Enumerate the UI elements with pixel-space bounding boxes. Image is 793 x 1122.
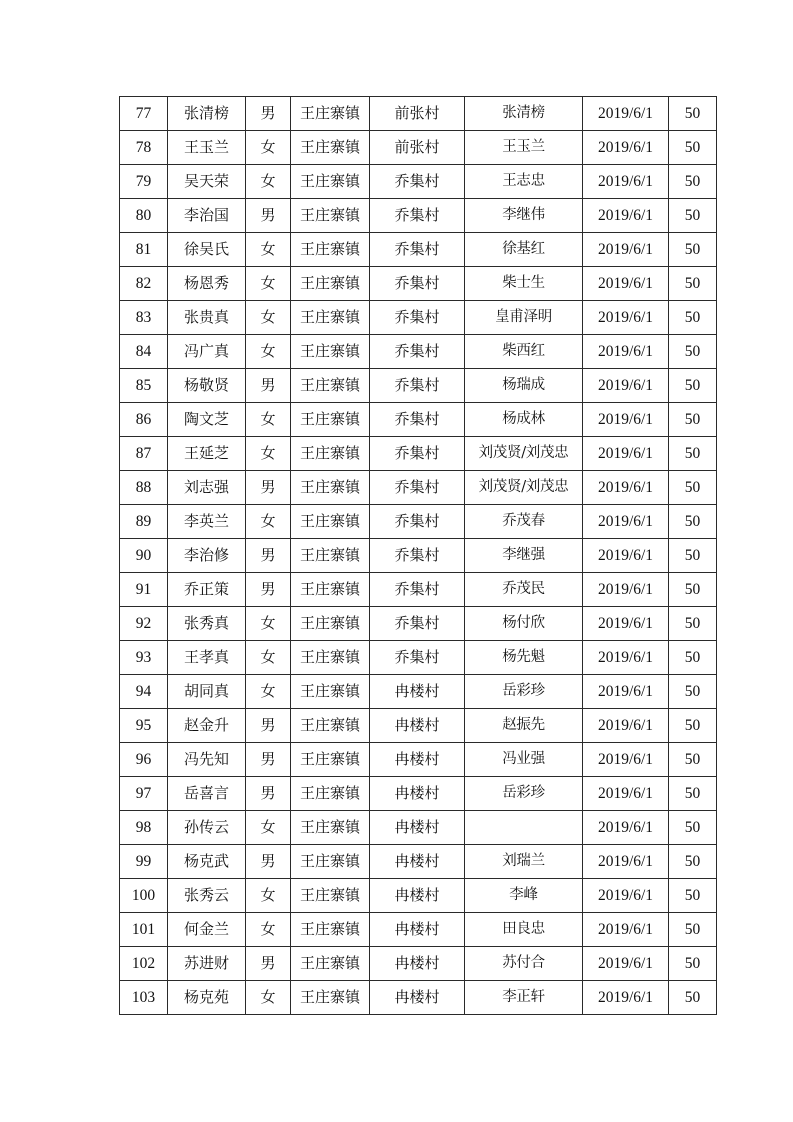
village-cell: 前张村 xyxy=(370,97,465,131)
table-row xyxy=(120,233,717,267)
payee-name-cell: 杨先魁 xyxy=(465,641,583,675)
date-cell: 2019/6/1 xyxy=(583,131,669,165)
amount-cell: 50 xyxy=(669,97,717,131)
row-number-cell: 84 xyxy=(120,335,168,369)
table-row xyxy=(120,675,717,709)
date-cell: 2019/6/1 xyxy=(583,777,669,811)
row-number-cell: 99 xyxy=(120,845,168,879)
date-cell: 2019/6/1 xyxy=(583,573,669,607)
recipient-name-cell: 张秀真 xyxy=(168,607,246,641)
town-cell: 王庄寨镇 xyxy=(291,131,370,165)
gender-cell: 女 xyxy=(246,301,291,335)
town-cell: 王庄寨镇 xyxy=(291,301,370,335)
village-cell: 冉楼村 xyxy=(370,709,465,743)
town-cell: 王庄寨镇 xyxy=(291,165,370,199)
recipient-name-cell: 冯先知 xyxy=(168,743,246,777)
date-cell: 2019/6/1 xyxy=(583,743,669,777)
gender-cell: 女 xyxy=(246,811,291,845)
payee-name-cell: 田良忠 xyxy=(465,913,583,947)
date-cell: 2019/6/1 xyxy=(583,675,669,709)
recipient-name-cell: 赵金升 xyxy=(168,709,246,743)
recipient-name-cell: 杨敬贤 xyxy=(168,369,246,403)
amount-cell: 50 xyxy=(669,777,717,811)
gender-cell: 女 xyxy=(246,335,291,369)
village-cell: 乔集村 xyxy=(370,369,465,403)
table-row xyxy=(120,539,717,573)
row-number-cell: 92 xyxy=(120,607,168,641)
table-row xyxy=(120,845,717,879)
town-cell: 王庄寨镇 xyxy=(291,845,370,879)
payee-name-cell: 杨付欣 xyxy=(465,607,583,641)
gender-cell: 男 xyxy=(246,471,291,505)
date-cell: 2019/6/1 xyxy=(583,199,669,233)
amount-cell: 50 xyxy=(669,335,717,369)
recipient-name-cell: 胡同真 xyxy=(168,675,246,709)
gender-cell: 女 xyxy=(246,131,291,165)
gender-cell: 女 xyxy=(246,607,291,641)
date-cell: 2019/6/1 xyxy=(583,369,669,403)
town-cell: 王庄寨镇 xyxy=(291,505,370,539)
date-cell: 2019/6/1 xyxy=(583,539,669,573)
amount-cell: 50 xyxy=(669,403,717,437)
payee-name-cell: 冯业强 xyxy=(465,743,583,777)
date-cell: 2019/6/1 xyxy=(583,403,669,437)
payee-name-cell: 刘茂贤/刘茂忠 xyxy=(465,471,583,505)
town-cell: 王庄寨镇 xyxy=(291,471,370,505)
village-cell: 乔集村 xyxy=(370,573,465,607)
gender-cell: 男 xyxy=(246,539,291,573)
town-cell: 王庄寨镇 xyxy=(291,369,370,403)
gender-cell: 女 xyxy=(246,641,291,675)
row-number-cell: 81 xyxy=(120,233,168,267)
table-row xyxy=(120,369,717,403)
town-cell: 王庄寨镇 xyxy=(291,981,370,1015)
town-cell: 王庄寨镇 xyxy=(291,879,370,913)
recipient-name-cell: 岳喜言 xyxy=(168,777,246,811)
amount-cell: 50 xyxy=(669,199,717,233)
village-cell: 乔集村 xyxy=(370,437,465,471)
amount-cell: 50 xyxy=(669,981,717,1015)
town-cell: 王庄寨镇 xyxy=(291,709,370,743)
table-row xyxy=(120,607,717,641)
town-cell: 王庄寨镇 xyxy=(291,539,370,573)
row-number-cell: 98 xyxy=(120,811,168,845)
row-number-cell: 89 xyxy=(120,505,168,539)
town-cell: 王庄寨镇 xyxy=(291,675,370,709)
recipient-name-cell: 孙传云 xyxy=(168,811,246,845)
row-number-cell: 77 xyxy=(120,97,168,131)
amount-cell: 50 xyxy=(669,539,717,573)
amount-cell: 50 xyxy=(669,641,717,675)
date-cell: 2019/6/1 xyxy=(583,947,669,981)
table-row xyxy=(120,641,717,675)
amount-cell: 50 xyxy=(669,607,717,641)
payee-name-cell: 岳彩珍 xyxy=(465,675,583,709)
amount-cell: 50 xyxy=(669,811,717,845)
village-cell: 乔集村 xyxy=(370,199,465,233)
row-number-cell: 79 xyxy=(120,165,168,199)
town-cell: 王庄寨镇 xyxy=(291,947,370,981)
row-number-cell: 83 xyxy=(120,301,168,335)
town-cell: 王庄寨镇 xyxy=(291,777,370,811)
date-cell: 2019/6/1 xyxy=(583,233,669,267)
village-cell: 冉楼村 xyxy=(370,981,465,1015)
amount-cell: 50 xyxy=(669,131,717,165)
town-cell: 王庄寨镇 xyxy=(291,233,370,267)
gender-cell: 男 xyxy=(246,845,291,879)
recipient-name-cell: 张贵真 xyxy=(168,301,246,335)
town-cell: 王庄寨镇 xyxy=(291,641,370,675)
table-row xyxy=(120,777,717,811)
row-number-cell: 102 xyxy=(120,947,168,981)
row-number-cell: 88 xyxy=(120,471,168,505)
payee-name-cell: 李继伟 xyxy=(465,199,583,233)
village-cell: 乔集村 xyxy=(370,335,465,369)
town-cell: 王庄寨镇 xyxy=(291,811,370,845)
amount-cell: 50 xyxy=(669,879,717,913)
table-row xyxy=(120,743,717,777)
payee-name-cell: 皇甫泽明 xyxy=(465,301,583,335)
gender-cell: 男 xyxy=(246,369,291,403)
row-number-cell: 87 xyxy=(120,437,168,471)
village-cell: 乔集村 xyxy=(370,301,465,335)
town-cell: 王庄寨镇 xyxy=(291,403,370,437)
date-cell: 2019/6/1 xyxy=(583,301,669,335)
payee-name-cell: 苏付合 xyxy=(465,947,583,981)
table-row xyxy=(120,879,717,913)
gender-cell: 男 xyxy=(246,199,291,233)
gender-cell: 女 xyxy=(246,233,291,267)
recipient-name-cell: 杨恩秀 xyxy=(168,267,246,301)
date-cell: 2019/6/1 xyxy=(583,811,669,845)
amount-cell: 50 xyxy=(669,267,717,301)
village-cell: 乔集村 xyxy=(370,607,465,641)
row-number-cell: 80 xyxy=(120,199,168,233)
payee-name-cell: 柴士生 xyxy=(465,267,583,301)
payee-name-cell: 赵振先 xyxy=(465,709,583,743)
village-cell: 冉楼村 xyxy=(370,947,465,981)
recipient-name-cell: 冯广真 xyxy=(168,335,246,369)
village-cell: 冉楼村 xyxy=(370,811,465,845)
village-cell: 乔集村 xyxy=(370,471,465,505)
row-number-cell: 103 xyxy=(120,981,168,1015)
town-cell: 王庄寨镇 xyxy=(291,743,370,777)
gender-cell: 男 xyxy=(246,709,291,743)
date-cell: 2019/6/1 xyxy=(583,845,669,879)
roster-table xyxy=(119,96,717,1015)
gender-cell: 男 xyxy=(246,777,291,811)
gender-cell: 男 xyxy=(246,97,291,131)
date-cell: 2019/6/1 xyxy=(583,335,669,369)
village-cell: 乔集村 xyxy=(370,165,465,199)
gender-cell: 女 xyxy=(246,675,291,709)
table-row xyxy=(120,131,717,165)
payee-name-cell: 刘茂贤/刘茂忠 xyxy=(465,437,583,471)
table-row xyxy=(120,97,717,131)
table-row xyxy=(120,505,717,539)
village-cell: 乔集村 xyxy=(370,267,465,301)
amount-cell: 50 xyxy=(669,743,717,777)
town-cell: 王庄寨镇 xyxy=(291,335,370,369)
row-number-cell: 96 xyxy=(120,743,168,777)
recipient-name-cell: 陶文芝 xyxy=(168,403,246,437)
amount-cell: 50 xyxy=(669,369,717,403)
date-cell: 2019/6/1 xyxy=(583,981,669,1015)
date-cell: 2019/6/1 xyxy=(583,879,669,913)
recipient-name-cell: 王延芝 xyxy=(168,437,246,471)
amount-cell: 50 xyxy=(669,709,717,743)
payee-name-cell: 刘瑞兰 xyxy=(465,845,583,879)
payee-name-cell: 杨成林 xyxy=(465,403,583,437)
amount-cell: 50 xyxy=(669,573,717,607)
amount-cell: 50 xyxy=(669,471,717,505)
row-number-cell: 95 xyxy=(120,709,168,743)
table-row xyxy=(120,267,717,301)
payee-name-cell: 柴西红 xyxy=(465,335,583,369)
payee-name-cell: 王玉兰 xyxy=(465,131,583,165)
gender-cell: 男 xyxy=(246,573,291,607)
payee-name-cell: 王志忠 xyxy=(465,165,583,199)
row-number-cell: 101 xyxy=(120,913,168,947)
payee-name-cell: 岳彩珍 xyxy=(465,777,583,811)
payee-name-cell: 李峰 xyxy=(465,879,583,913)
payee-name-cell: 李正轩 xyxy=(465,981,583,1015)
date-cell: 2019/6/1 xyxy=(583,471,669,505)
recipient-name-cell: 苏进财 xyxy=(168,947,246,981)
gender-cell: 女 xyxy=(246,267,291,301)
gender-cell: 女 xyxy=(246,913,291,947)
amount-cell: 50 xyxy=(669,233,717,267)
village-cell: 乔集村 xyxy=(370,641,465,675)
town-cell: 王庄寨镇 xyxy=(291,199,370,233)
gender-cell: 男 xyxy=(246,743,291,777)
payee-name-cell xyxy=(465,811,583,845)
recipient-name-cell: 刘志强 xyxy=(168,471,246,505)
table-row xyxy=(120,811,717,845)
table-row xyxy=(120,913,717,947)
recipient-name-cell: 王孝真 xyxy=(168,641,246,675)
village-cell: 前张村 xyxy=(370,131,465,165)
table-row xyxy=(120,709,717,743)
table-row xyxy=(120,335,717,369)
table-row xyxy=(120,471,717,505)
recipient-name-cell: 王玉兰 xyxy=(168,131,246,165)
row-number-cell: 91 xyxy=(120,573,168,607)
recipient-name-cell: 张秀云 xyxy=(168,879,246,913)
payee-name-cell: 李继强 xyxy=(465,539,583,573)
date-cell: 2019/6/1 xyxy=(583,709,669,743)
recipient-name-cell: 杨克苑 xyxy=(168,981,246,1015)
recipient-name-cell: 徐吴氏 xyxy=(168,233,246,267)
table-row xyxy=(120,301,717,335)
amount-cell: 50 xyxy=(669,947,717,981)
date-cell: 2019/6/1 xyxy=(583,165,669,199)
amount-cell: 50 xyxy=(669,165,717,199)
village-cell: 冉楼村 xyxy=(370,777,465,811)
date-cell: 2019/6/1 xyxy=(583,641,669,675)
town-cell: 王庄寨镇 xyxy=(291,437,370,471)
row-number-cell: 85 xyxy=(120,369,168,403)
recipient-name-cell: 杨克武 xyxy=(168,845,246,879)
recipient-name-cell: 吴天荣 xyxy=(168,165,246,199)
date-cell: 2019/6/1 xyxy=(583,97,669,131)
amount-cell: 50 xyxy=(669,505,717,539)
gender-cell: 女 xyxy=(246,403,291,437)
table-row xyxy=(120,165,717,199)
payee-name-cell: 乔茂民 xyxy=(465,573,583,607)
row-number-cell: 100 xyxy=(120,879,168,913)
village-cell: 乔集村 xyxy=(370,505,465,539)
recipient-name-cell: 李治修 xyxy=(168,539,246,573)
date-cell: 2019/6/1 xyxy=(583,607,669,641)
amount-cell: 50 xyxy=(669,845,717,879)
gender-cell: 女 xyxy=(246,505,291,539)
row-number-cell: 82 xyxy=(120,267,168,301)
row-number-cell: 93 xyxy=(120,641,168,675)
date-cell: 2019/6/1 xyxy=(583,437,669,471)
town-cell: 王庄寨镇 xyxy=(291,97,370,131)
table-row xyxy=(120,573,717,607)
row-number-cell: 86 xyxy=(120,403,168,437)
date-cell: 2019/6/1 xyxy=(583,913,669,947)
recipient-name-cell: 何金兰 xyxy=(168,913,246,947)
village-cell: 冉楼村 xyxy=(370,675,465,709)
table-row xyxy=(120,199,717,233)
table-row xyxy=(120,437,717,471)
gender-cell: 男 xyxy=(246,947,291,981)
date-cell: 2019/6/1 xyxy=(583,267,669,301)
gender-cell: 女 xyxy=(246,879,291,913)
table-row xyxy=(120,403,717,437)
table-row xyxy=(120,947,717,981)
gender-cell: 女 xyxy=(246,437,291,471)
row-number-cell: 90 xyxy=(120,539,168,573)
amount-cell: 50 xyxy=(669,913,717,947)
amount-cell: 50 xyxy=(669,301,717,335)
date-cell: 2019/6/1 xyxy=(583,505,669,539)
row-number-cell: 78 xyxy=(120,131,168,165)
village-cell: 冉楼村 xyxy=(370,845,465,879)
row-number-cell: 94 xyxy=(120,675,168,709)
recipient-name-cell: 张清榜 xyxy=(168,97,246,131)
village-cell: 乔集村 xyxy=(370,233,465,267)
village-cell: 乔集村 xyxy=(370,403,465,437)
recipient-name-cell: 李英兰 xyxy=(168,505,246,539)
amount-cell: 50 xyxy=(669,437,717,471)
village-cell: 冉楼村 xyxy=(370,743,465,777)
amount-cell: 50 xyxy=(669,675,717,709)
payee-name-cell: 乔茂春 xyxy=(465,505,583,539)
row-number-cell: 97 xyxy=(120,777,168,811)
payee-name-cell: 杨瑞成 xyxy=(465,369,583,403)
table-row xyxy=(120,981,717,1015)
village-cell: 乔集村 xyxy=(370,539,465,573)
payee-name-cell: 张清榜 xyxy=(465,97,583,131)
payee-name-cell: 徐基红 xyxy=(465,233,583,267)
recipient-name-cell: 乔正策 xyxy=(168,573,246,607)
town-cell: 王庄寨镇 xyxy=(291,607,370,641)
town-cell: 王庄寨镇 xyxy=(291,573,370,607)
roster-table-body xyxy=(120,97,717,1015)
gender-cell: 女 xyxy=(246,981,291,1015)
recipient-name-cell: 李治国 xyxy=(168,199,246,233)
town-cell: 王庄寨镇 xyxy=(291,913,370,947)
town-cell: 王庄寨镇 xyxy=(291,267,370,301)
village-cell: 冉楼村 xyxy=(370,913,465,947)
gender-cell: 女 xyxy=(246,165,291,199)
village-cell: 冉楼村 xyxy=(370,879,465,913)
